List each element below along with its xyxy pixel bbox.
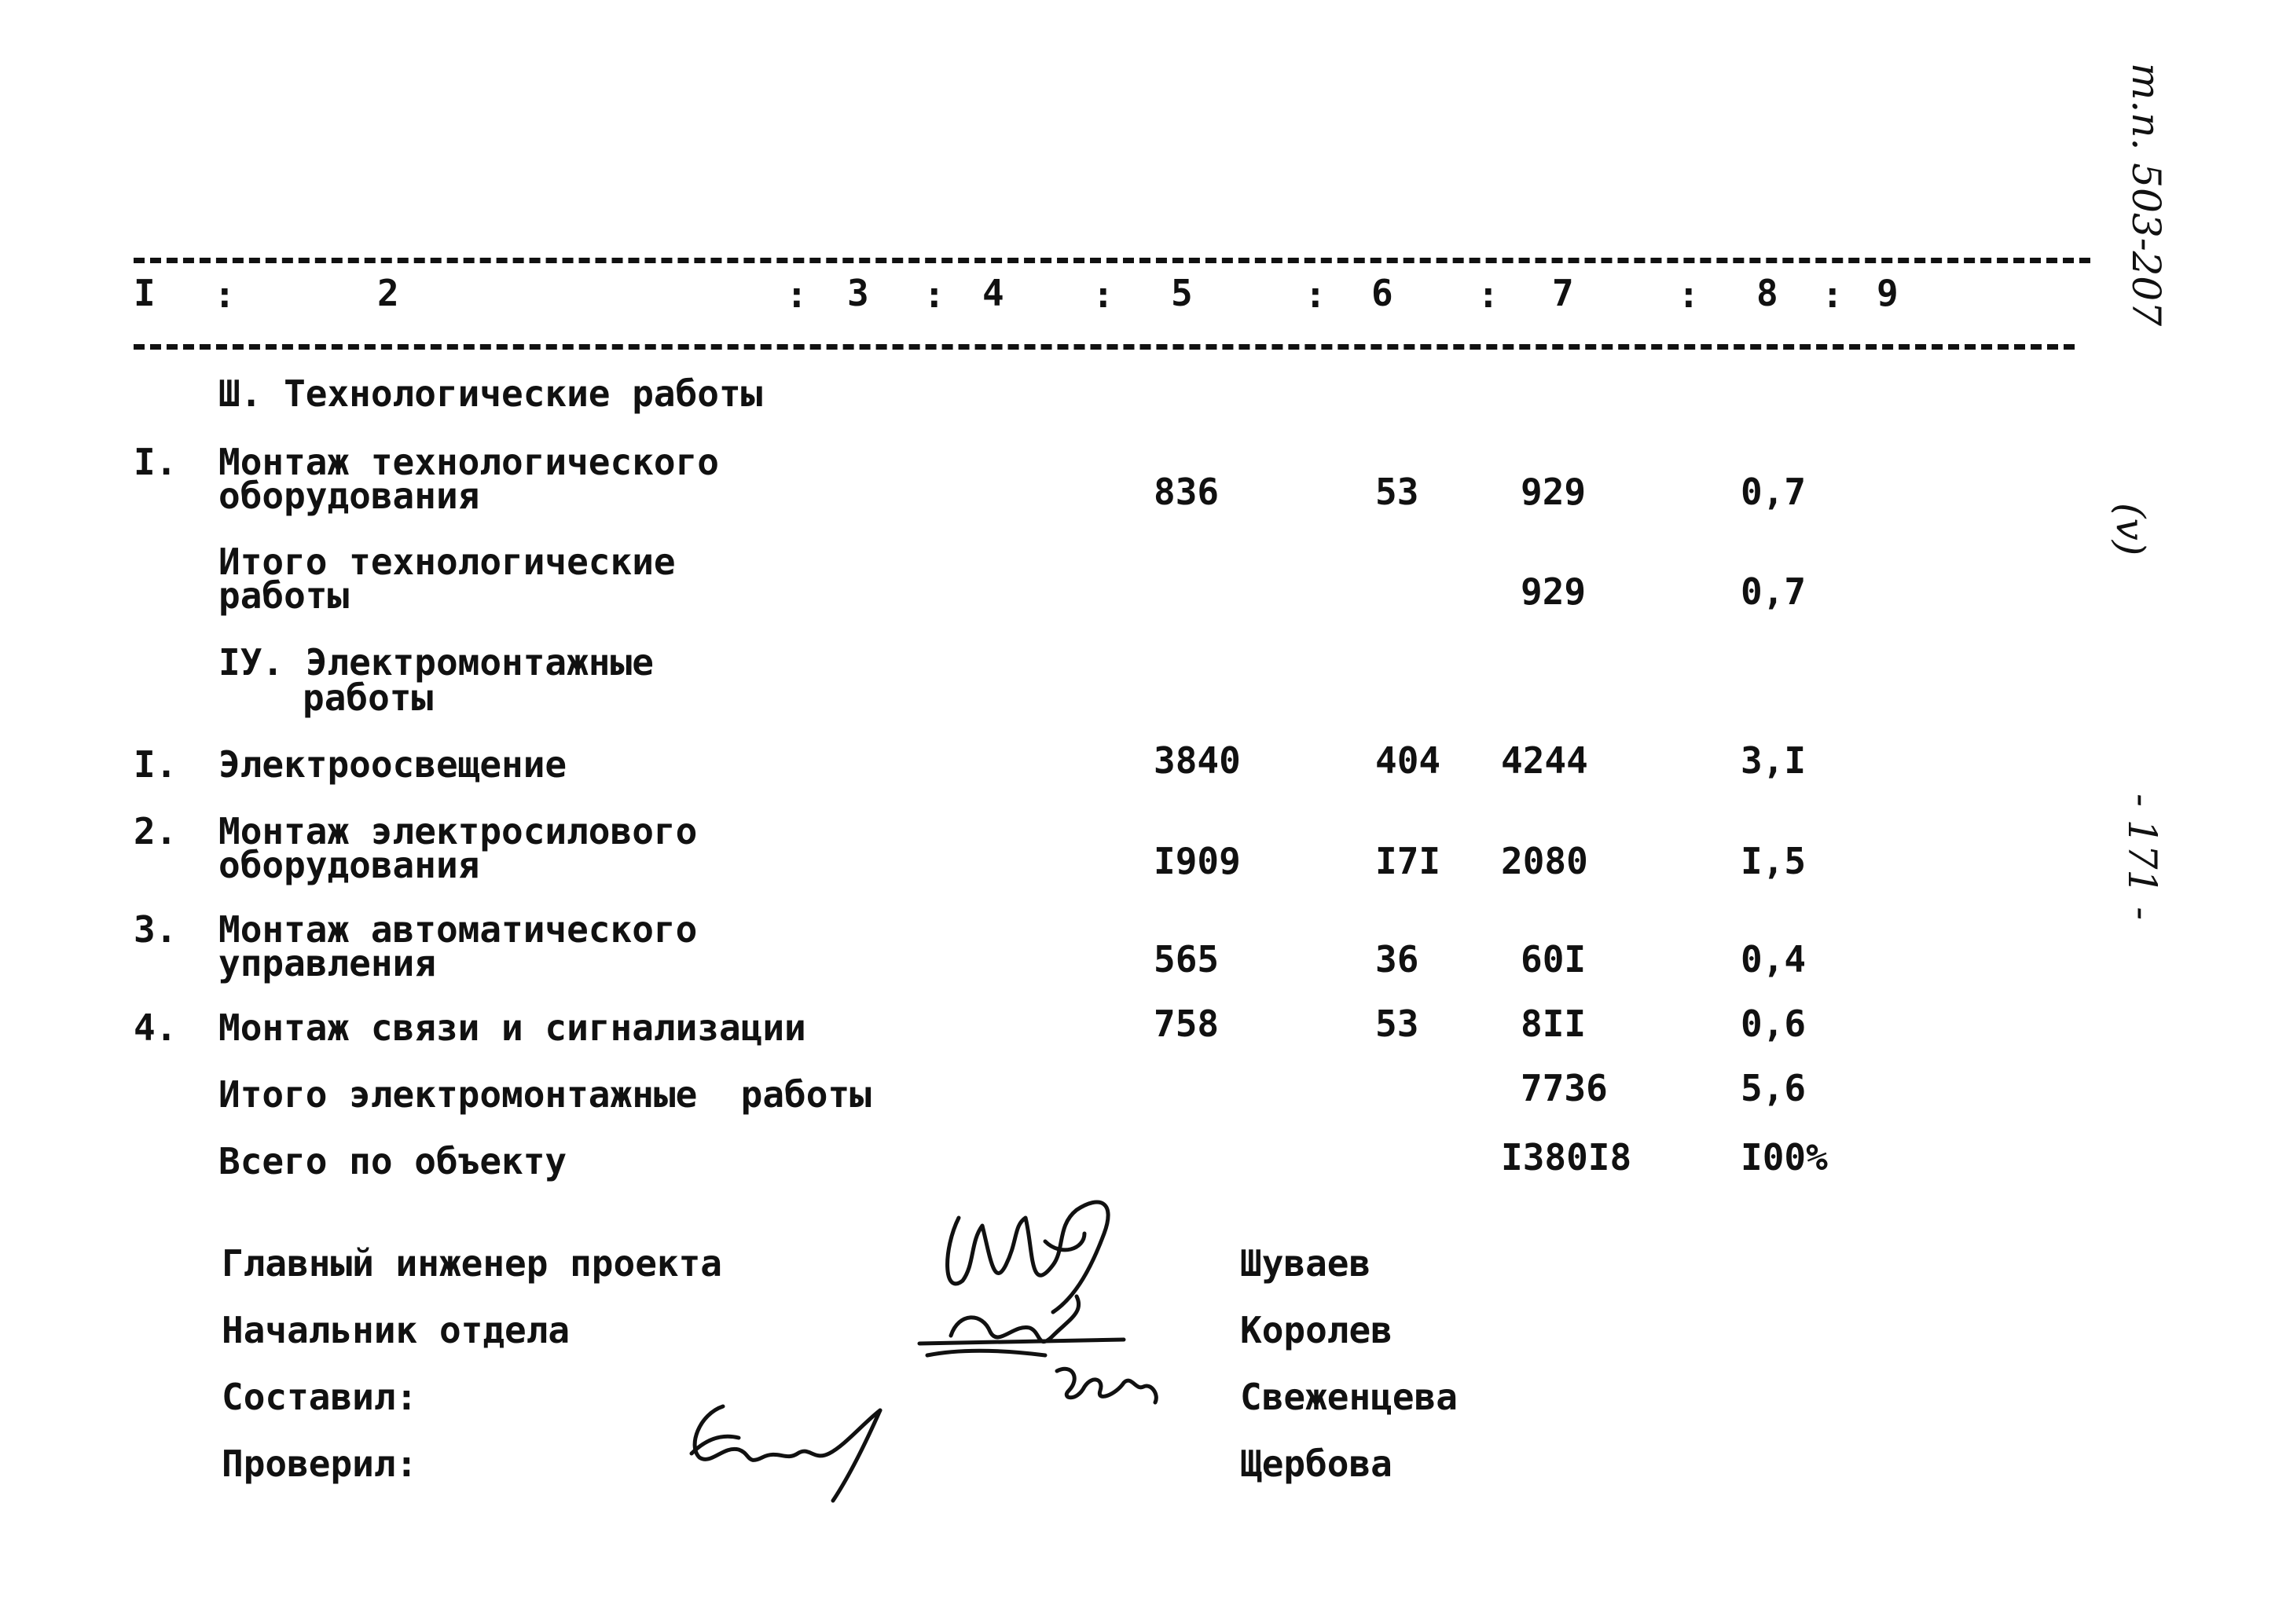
- cell-col5: 836: [1154, 471, 1220, 513]
- col-header-sep: :: [1678, 273, 1700, 316]
- margin-page-number: - 171 -: [2119, 794, 2165, 921]
- row-name: Монтаж технологического: [218, 441, 719, 483]
- col-header-3: 3: [847, 272, 869, 314]
- section-heading-electrical: IУ. Электромонтажные: [218, 641, 654, 684]
- cell-col5: 3840: [1154, 739, 1241, 782]
- cell-col7: 60I: [1521, 938, 1587, 981]
- cell-col6: 53: [1375, 1003, 1419, 1045]
- cell-col5: 565: [1154, 938, 1220, 981]
- row-name-cont: управления: [218, 942, 436, 984]
- cell-col7: 929: [1521, 570, 1587, 613]
- cell-col5: I909: [1154, 840, 1241, 882]
- margin-mark: (v): [2108, 503, 2153, 556]
- margin-project-code: т.п. 503-207: [2123, 63, 2169, 327]
- cell-col7: I380I8: [1501, 1136, 1632, 1179]
- row-name: Монтаж автоматического: [218, 908, 698, 951]
- row-number: 2.: [134, 810, 178, 852]
- col-header-4: 4: [982, 272, 1004, 314]
- col-header-sep: :: [1304, 273, 1326, 316]
- cell-col7: 4244: [1501, 739, 1588, 782]
- signature-role: Составил:: [222, 1376, 418, 1418]
- row-number: 4.: [134, 1006, 178, 1049]
- row-name-cont: оборудования: [218, 844, 480, 886]
- col-header-7: 7: [1552, 272, 1574, 314]
- signature-role: Проверил:: [222, 1443, 418, 1485]
- cell-col8: 0,7: [1741, 471, 1807, 513]
- cell-col6: 53: [1375, 471, 1419, 513]
- subtotal-name-cont: работы: [218, 574, 350, 617]
- cell-col8: 3,I: [1741, 739, 1807, 782]
- cell-col8: I00%: [1741, 1136, 1828, 1179]
- subtotal-name: Итого электромонтажные работы: [218, 1073, 871, 1116]
- row-name: Монтаж электросилового: [218, 810, 698, 852]
- col-header-8: 8: [1756, 272, 1778, 314]
- handwritten-initials: [1049, 1355, 1167, 1410]
- col-header-sep: :: [1092, 273, 1114, 316]
- col-header-2: 2: [377, 272, 399, 314]
- cell-col8: 0,4: [1741, 938, 1807, 981]
- row-name: Монтаж связи и сигнализации: [218, 1006, 806, 1049]
- cell-col6: 404: [1375, 739, 1441, 782]
- cell-col6: I7I: [1375, 840, 1441, 882]
- row-number: I.: [134, 441, 178, 483]
- col-header-5: 5: [1171, 272, 1193, 314]
- cell-col7: 7736: [1521, 1067, 1608, 1109]
- cell-col8: 5,6: [1741, 1067, 1807, 1109]
- cell-col7: 929: [1521, 471, 1587, 513]
- row-number: 3.: [134, 908, 178, 951]
- signature-role: Начальник отдела: [222, 1309, 571, 1351]
- cell-col5: 758: [1154, 1003, 1220, 1045]
- signature-name: Щербова: [1240, 1443, 1393, 1485]
- col-header-sep: :: [923, 273, 945, 316]
- cell-col7: 2080: [1501, 840, 1588, 882]
- signature-role: Главный инженер проекта: [222, 1242, 722, 1285]
- col-header-1: I: [134, 272, 156, 314]
- cell-col7: 8II: [1521, 1003, 1587, 1045]
- row-name: Электроосвещение: [218, 743, 567, 786]
- handwritten-signature-checker: [676, 1391, 912, 1509]
- row-name-cont: оборудования: [218, 475, 480, 517]
- cell-col8: 0,6: [1741, 1003, 1807, 1045]
- col-header-sep: :: [1477, 273, 1499, 316]
- col-header-sep: :: [214, 273, 236, 316]
- col-header-9: 9: [1877, 272, 1899, 314]
- signature-name: Свеженцева: [1240, 1376, 1458, 1418]
- col-header-sep: :: [786, 273, 808, 316]
- col-header-6: 6: [1371, 272, 1393, 314]
- header-top-rule: [134, 258, 2090, 263]
- cell-col6: 36: [1375, 938, 1419, 981]
- signature-name: Шуваев: [1240, 1242, 1371, 1285]
- handwritten-signature-department-head: [904, 1281, 1139, 1367]
- section-heading-technological: Ш. Технологические работы: [218, 372, 763, 415]
- cell-col8: 0,7: [1741, 570, 1807, 613]
- header-bottom-rule: [134, 344, 2075, 350]
- signature-name: Королев: [1240, 1309, 1393, 1351]
- row-number: I.: [134, 743, 178, 786]
- section-heading-electrical-cont: работы: [303, 676, 434, 719]
- cell-col8: I,5: [1741, 840, 1807, 882]
- col-header-sep: :: [1822, 273, 1844, 316]
- grand-total-name: Всего по объекту: [218, 1140, 567, 1182]
- subtotal-name: Итого технологические: [218, 541, 676, 583]
